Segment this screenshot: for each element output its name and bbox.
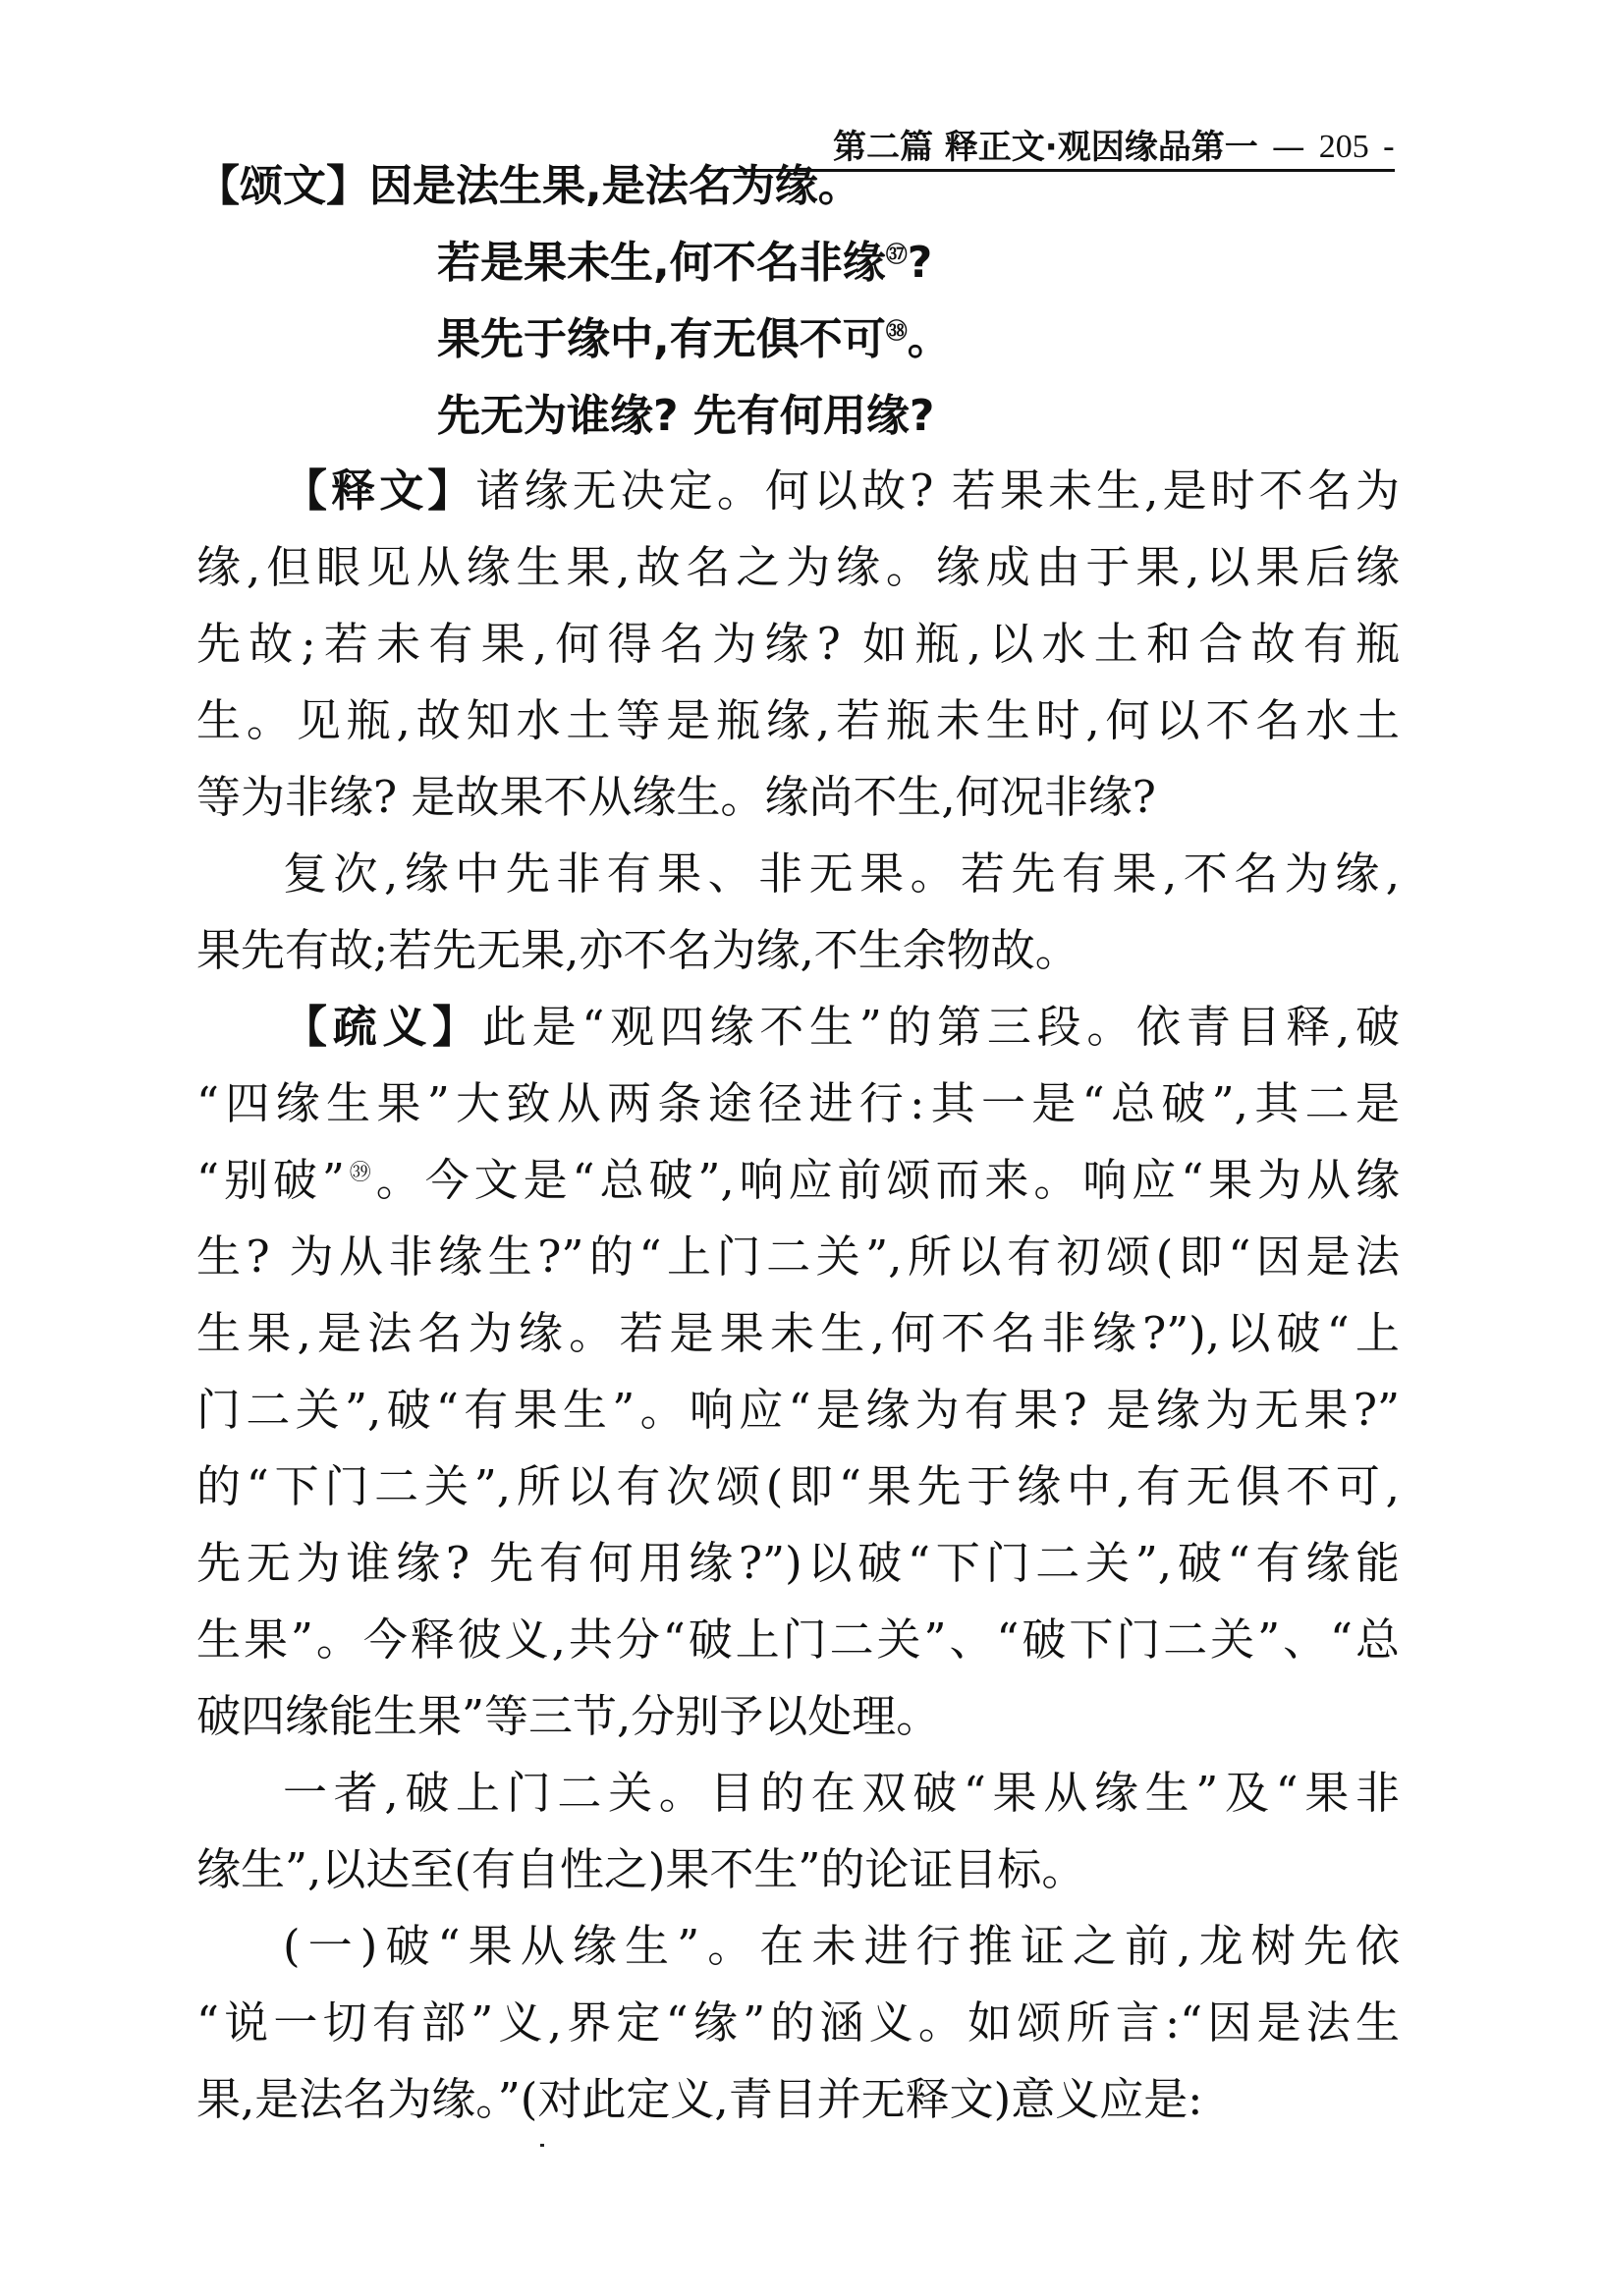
shuyi-line: 一者,破上门二关。目的在双破“果从缘生”及“果非 xyxy=(283,1767,1400,1819)
shuyi-line: “四缘生果”大致从两条途径进行:其一是“总破”,其二是 xyxy=(196,1077,1400,1129)
shuyi-label: 【疏义】 xyxy=(283,1001,482,1053)
shuyi-line: 破四缘能生果”等三节,分别予以处理。 xyxy=(196,1690,941,1742)
header-dash: — xyxy=(1271,128,1305,167)
shuyi-line: (一)破“果从缘生”。在未进行推证之前,龙树先依 xyxy=(283,1920,1400,1972)
header-title: 第二篇 释正文·观因缘品第一 xyxy=(832,128,1258,167)
shiwen-line: 生。见瓶,故知水土等是瓶缘,若瓶未生时,何以不名水土 xyxy=(196,694,1400,746)
shiwen-line: 等为非缘? 是故果不从缘生。缘尚不生,何况非缘? xyxy=(196,771,1156,823)
shuyi-line: 门二关”,破“有果生”。响应“是缘为有果? 是缘为无果?” xyxy=(196,1384,1400,1436)
shiwen-line: 缘,但眼见从缘生果,故名之为缘。缘成由于果,以果后缘 xyxy=(196,541,1400,593)
shuyi-line-1: 【疏义】此是“观四缘不生”的第三段。依青目释,破 xyxy=(283,1001,1400,1053)
footnote-marker: ㊴ xyxy=(344,1161,376,1185)
shiwen-label: 【释文】 xyxy=(283,465,476,517)
footnote-marker: ㊲ xyxy=(885,243,908,268)
verse-line-2: 若是果未生,何不名非缘$^㊲$? xyxy=(437,238,933,288)
shuyi-line: 先无为谁缘? 先有何用缘?”)以破“下门二关”,破“有缘能 xyxy=(196,1537,1400,1589)
shuyi-line: 生果”。今释彼义,共分“破上门二关”、“破下门二关”、“总 xyxy=(196,1613,1400,1666)
verse-line-4: 先无为谁缘? 先有何用缘? xyxy=(437,391,935,441)
shiwen-line: 果先有故;若先无果,亦不名为缘,不生余物故。 xyxy=(196,924,1079,976)
shiwen-line: 先故;若未有果,何得名为缘? 如瓶,以水土和合故有瓶 xyxy=(196,618,1400,670)
footnote-marker: ㊳ xyxy=(885,319,908,345)
shuyi-line: 生? 为从非缘生?”的“上门二关”,所以有初颂(即“因是法 xyxy=(196,1230,1400,1283)
shuyi-line: 生果,是法名为缘。若是果未生,何不名非缘?”),以破“上 xyxy=(196,1307,1400,1359)
header-tail: - xyxy=(1382,128,1395,167)
shuyi-line: 缘生”,以达至(有自性之)果不生”的论证目标。 xyxy=(196,1843,1086,1895)
verse-line-3: 果先于缘中,有无俱不可$^㊳$。 xyxy=(437,314,951,364)
print-speck xyxy=(540,2144,544,2147)
shuyi-line: 的“下门二关”,所以有次颂(即“果先于缘中,有无俱不可, xyxy=(196,1460,1400,1512)
verse-line-1: 【颂文】因是法生果,是法名为缘。 xyxy=(196,161,861,211)
shuyi-line-3: “别破”$^㊴$。今文是“总破”,响应前颂而来。响应“果为从缘 xyxy=(196,1154,1400,1206)
shiwen-line-1: 【释文】诸缘无决定。何以故? 若果未生,是时不名为 xyxy=(283,465,1400,517)
verse-label: 【颂文】 xyxy=(196,161,369,211)
shuyi-line: 果,是法名为缘。”(对此定义,青目并无释文)意义应是: xyxy=(196,2073,1203,2125)
page-number: 205 xyxy=(1318,129,1369,165)
shuyi-line: “说一切有部”义,界定“缘”的涵义。如颂所言:“因是法生 xyxy=(196,1996,1400,2049)
shiwen-line: 复次,缘中先非有果、非无果。若先有果,不名为缘, xyxy=(283,847,1400,900)
